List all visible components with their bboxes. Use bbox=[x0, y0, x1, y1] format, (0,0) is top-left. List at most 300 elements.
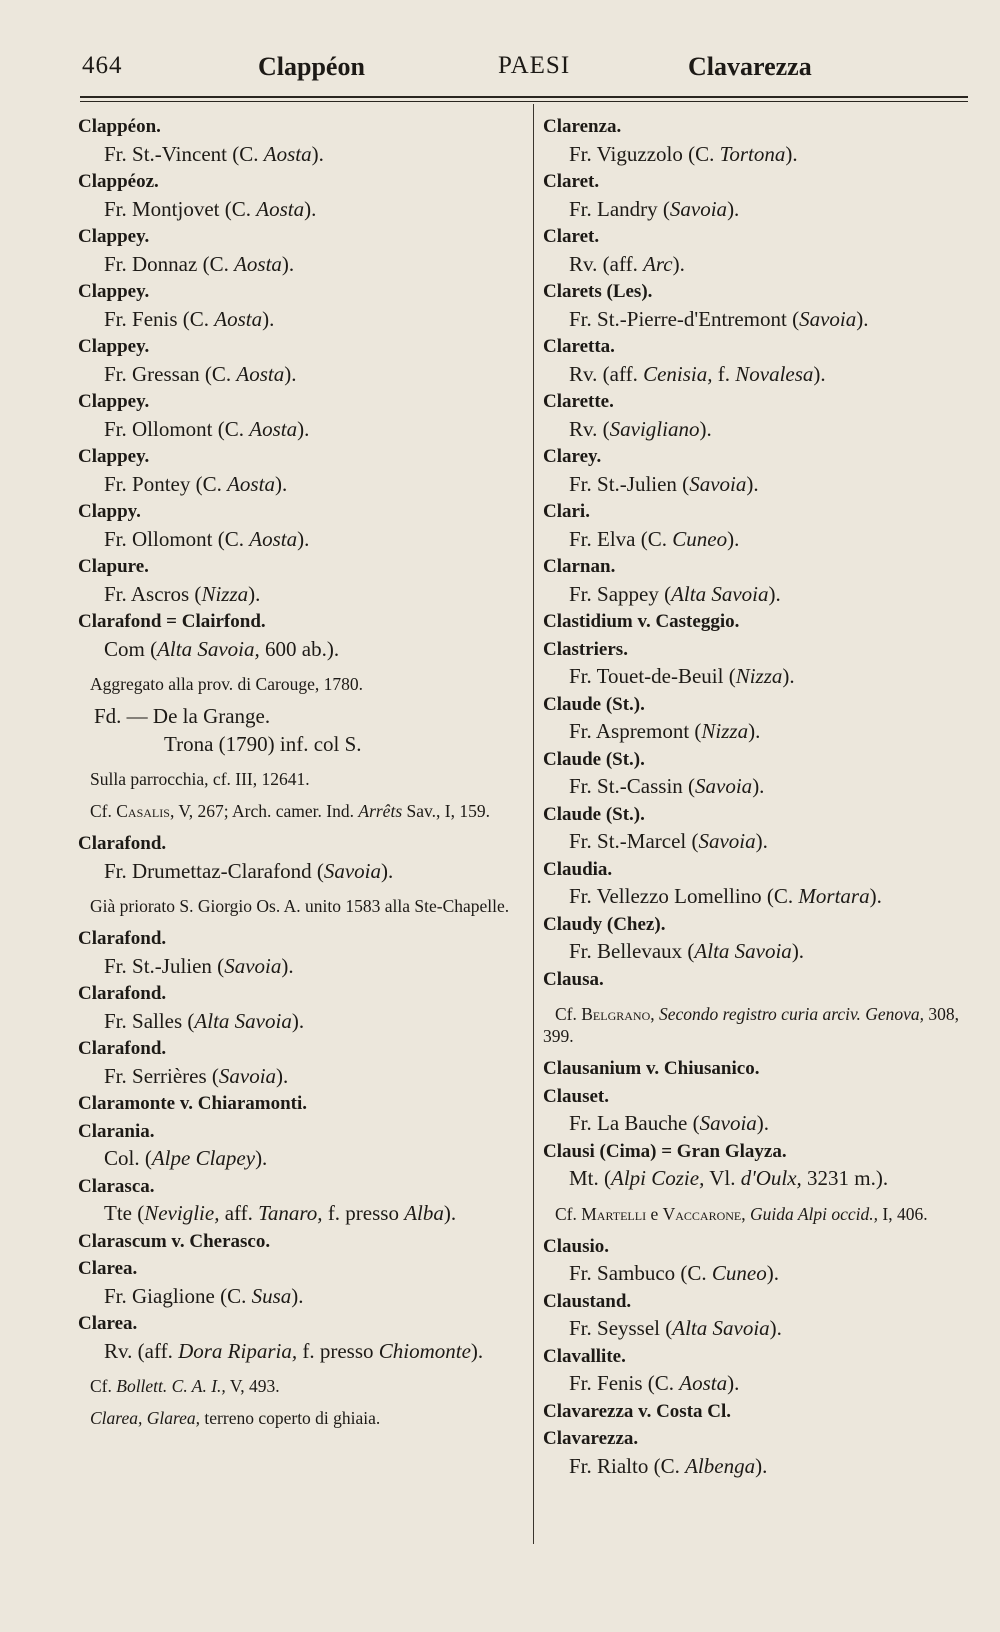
text-fragment: Alba bbox=[404, 1201, 444, 1225]
text-fragment: Fr. Gressan (C. bbox=[104, 361, 237, 386]
entry-headword: Clappey. bbox=[78, 446, 150, 467]
dictionary-entry bbox=[78, 498, 518, 553]
text-fragment: Fr. Pontey (C. bbox=[104, 471, 228, 496]
entry-headword: Claude (St.). bbox=[543, 693, 645, 715]
entry-headword: Clarafond. bbox=[78, 928, 167, 949]
dictionary-entry bbox=[78, 223, 518, 278]
text-fragment: ). bbox=[727, 526, 740, 551]
text-fragment: Rv. (aff. bbox=[569, 361, 644, 386]
text-fragment: Alpe Clapey bbox=[151, 1146, 256, 1170]
text-fragment: ). bbox=[297, 526, 310, 551]
entry-definition bbox=[78, 636, 518, 664]
text-fragment: ). bbox=[311, 141, 324, 166]
dictionary-entry bbox=[78, 768, 518, 790]
text-fragment: Vl. bbox=[704, 1166, 741, 1190]
entry-definition bbox=[543, 581, 973, 609]
text-fragment: Col. ( bbox=[104, 1146, 152, 1170]
dictionary-entry bbox=[543, 1138, 973, 1193]
entry-definition bbox=[543, 663, 973, 691]
text-fragment: Secondo registro curia arciv. Genova, bbox=[659, 1004, 925, 1024]
dictionary-entry bbox=[78, 608, 518, 663]
entry-headword: Clavarezza. bbox=[543, 1428, 639, 1449]
text-fragment: Alpi Cozie, bbox=[611, 1166, 705, 1190]
text-fragment: Fr. Salles ( bbox=[104, 1008, 195, 1033]
text-fragment: Aosta bbox=[679, 1371, 728, 1395]
text-fragment: Rv. (aff. bbox=[569, 251, 644, 276]
entry-definition bbox=[78, 141, 518, 169]
text-fragment: Aosta bbox=[227, 471, 275, 496]
dictionary-entry bbox=[78, 1118, 518, 1173]
text-fragment: Arc bbox=[643, 251, 673, 276]
entry-definition bbox=[543, 883, 973, 911]
text-fragment: Savigliano bbox=[609, 416, 700, 441]
text-fragment: ). bbox=[752, 774, 765, 798]
entry-definition bbox=[543, 938, 973, 966]
dictionary-entry bbox=[78, 830, 518, 885]
entry-definition bbox=[78, 1200, 518, 1228]
dictionary-entry bbox=[543, 498, 973, 553]
text-fragment: Savoia bbox=[669, 196, 728, 221]
text-fragment: Fr. La Bauche ( bbox=[569, 1111, 700, 1135]
text-fragment: ). bbox=[756, 1111, 770, 1135]
text-fragment: terreno coperto di ghiaia. bbox=[200, 1408, 381, 1428]
text-fragment: Savoia bbox=[323, 858, 381, 883]
text-fragment: f. presso bbox=[322, 1201, 405, 1225]
entry-definition bbox=[543, 828, 973, 856]
text-fragment: Tortona bbox=[719, 141, 786, 166]
entry-headword: Clarafond = Clairfond. bbox=[78, 611, 266, 632]
text-fragment: ). bbox=[748, 719, 761, 743]
text-fragment: ). bbox=[766, 1261, 779, 1285]
entry-definition bbox=[543, 1315, 973, 1343]
entry-definition bbox=[78, 416, 518, 444]
entry-headword: Clausanium v. Chiusanico. bbox=[543, 1058, 760, 1079]
text-fragment: ). bbox=[274, 471, 288, 496]
text-fragment: Arrêts bbox=[358, 801, 403, 821]
entry-definition bbox=[78, 251, 518, 279]
entry-headword: Clavarezza v. Costa Cl. bbox=[543, 1400, 732, 1422]
text-fragment: aff. bbox=[219, 1201, 259, 1225]
text-fragment: ). bbox=[699, 416, 712, 441]
dictionary-entry bbox=[543, 636, 973, 691]
header-rule-thin bbox=[80, 101, 968, 102]
entry-note: Sulla parrocchia, cf. III, 12641. bbox=[90, 769, 310, 789]
dictionary-entry bbox=[543, 333, 973, 388]
text-fragment: Aosta bbox=[234, 251, 282, 276]
text-fragment: Savoia bbox=[689, 471, 747, 496]
text-fragment: f. presso bbox=[297, 1338, 379, 1363]
text-fragment: ). bbox=[785, 141, 798, 166]
text-fragment: ). bbox=[297, 416, 310, 441]
text-fragment: Nizza bbox=[701, 719, 749, 743]
dictionary-entry bbox=[78, 673, 518, 695]
text-fragment: Nizza bbox=[735, 664, 783, 688]
text-fragment: f. bbox=[712, 361, 736, 386]
text-fragment: Fr. Viguzzolo (C. bbox=[569, 141, 720, 166]
text-fragment: ). bbox=[869, 884, 882, 908]
text-fragment: Albenga bbox=[685, 1453, 756, 1478]
text-fragment: ). bbox=[281, 251, 295, 276]
entry-headword: Clausi (Cima) = Gran Glayza. bbox=[543, 1140, 787, 1162]
entry-headword: Clappéoz. bbox=[78, 171, 159, 192]
text-fragment: Fr. Landry ( bbox=[569, 196, 670, 221]
text-fragment: ). bbox=[782, 664, 795, 688]
dictionary-entry bbox=[543, 1425, 973, 1480]
dictionary-entry bbox=[543, 856, 973, 911]
entry-definition bbox=[78, 1338, 518, 1366]
text-fragment: ). bbox=[443, 1201, 457, 1225]
entry-definition bbox=[543, 1370, 973, 1398]
text-fragment: Casalis bbox=[116, 801, 170, 821]
text-fragment: ). bbox=[304, 196, 317, 221]
entry-definition bbox=[543, 251, 973, 279]
entry-citation bbox=[543, 1203, 973, 1225]
dictionary-entry bbox=[78, 388, 518, 443]
text-fragment: Belgrano bbox=[581, 1004, 651, 1024]
entry-headword: Claude (St.). bbox=[543, 803, 645, 825]
entry-headword: Claret. bbox=[543, 171, 600, 192]
dictionary-entry bbox=[543, 168, 973, 223]
dictionary-entry bbox=[78, 278, 518, 333]
dictionary-entry bbox=[543, 1288, 973, 1343]
entry-headword: Clarania. bbox=[78, 1120, 155, 1142]
entry-definition bbox=[543, 141, 973, 169]
text-fragment: 600 ab.). bbox=[259, 636, 340, 661]
text-fragment: Cf. bbox=[555, 1203, 582, 1224]
dictionary-entry bbox=[543, 801, 973, 856]
entry-definition bbox=[543, 306, 973, 334]
text-fragment: d'Oulx, bbox=[740, 1166, 802, 1190]
dictionary-entry bbox=[78, 1407, 518, 1429]
right-column bbox=[543, 113, 973, 1480]
entry-citation bbox=[543, 1003, 973, 1047]
text-fragment: ). bbox=[727, 196, 740, 221]
entry-headword: Clapure. bbox=[78, 556, 149, 577]
entry-headword: Claret. bbox=[543, 226, 600, 247]
dictionary-entry bbox=[78, 703, 518, 758]
entry-headword: Clausa. bbox=[543, 968, 604, 990]
text-fragment: Fr. Ollomont (C. bbox=[104, 416, 250, 441]
text-fragment: ). bbox=[284, 361, 297, 386]
entry-headword: Clarets (Les). bbox=[543, 281, 653, 302]
text-fragment: Sav., I, 159. bbox=[402, 801, 490, 821]
left-column bbox=[78, 113, 518, 1437]
text-fragment: ). bbox=[281, 953, 294, 978]
entry-definition bbox=[78, 1283, 518, 1311]
entry-headword: Clappey. bbox=[78, 226, 150, 247]
entry-definition bbox=[78, 858, 518, 886]
dictionary-entry bbox=[78, 1255, 518, 1310]
text-fragment: Cf. bbox=[90, 801, 117, 821]
entry-definition bbox=[543, 1260, 973, 1288]
text-fragment: Bollett. C. A. I., bbox=[116, 1376, 226, 1396]
text-fragment: , bbox=[650, 1004, 660, 1024]
text-fragment: Vaccarone bbox=[662, 1203, 742, 1224]
text-fragment: Fr. St.-Vincent (C. bbox=[104, 141, 264, 166]
text-fragment: ). bbox=[768, 581, 781, 606]
dictionary-entry bbox=[78, 443, 518, 498]
entry-headword: Clarette. bbox=[543, 391, 614, 412]
entry-headword: Clarey. bbox=[543, 446, 602, 467]
text-fragment: Savoia bbox=[799, 306, 857, 331]
entry-citation bbox=[78, 800, 518, 822]
text-fragment: Alta Savoia bbox=[672, 1316, 770, 1340]
entry-definition bbox=[543, 416, 973, 444]
entry-headword: Clarea. bbox=[78, 1258, 138, 1279]
header-rule bbox=[80, 96, 968, 98]
entry-headword: Clausio. bbox=[543, 1235, 609, 1257]
text-fragment: ). bbox=[276, 1063, 289, 1088]
dictionary-entry bbox=[78, 1375, 518, 1397]
text-fragment: Fr. Sambuco (C. bbox=[569, 1261, 712, 1285]
entry-citation bbox=[78, 1375, 518, 1397]
entry-headword: Clappey. bbox=[78, 336, 150, 357]
entry-headword: Clarafond. bbox=[78, 1038, 167, 1059]
dictionary-entry bbox=[543, 608, 973, 636]
entry-headword: Clarasca. bbox=[78, 1175, 155, 1197]
dictionary-entry bbox=[543, 443, 973, 498]
entry-definition bbox=[543, 773, 973, 801]
text-fragment: Fr. Rialto (C. bbox=[569, 1453, 686, 1478]
dictionary-entry bbox=[78, 895, 518, 917]
entry-headword: Claudia. bbox=[543, 858, 613, 880]
text-fragment: Cf. bbox=[555, 1004, 582, 1024]
dictionary-entry bbox=[543, 388, 973, 443]
text-fragment: Cuneo bbox=[672, 526, 728, 551]
entry-definition bbox=[78, 196, 518, 224]
entry-headword: Clappey. bbox=[78, 391, 150, 412]
text-fragment: Fr. Bellevaux ( bbox=[569, 939, 695, 963]
text-fragment: Fr. Montjovet (C. bbox=[104, 196, 257, 221]
text-fragment: Cf. bbox=[90, 1376, 117, 1396]
text-fragment: Guida Alpi occid., bbox=[750, 1203, 879, 1224]
dictionary-entry bbox=[543, 1343, 973, 1398]
dictionary-entry bbox=[543, 278, 973, 333]
dictionary-entry bbox=[78, 553, 518, 608]
page-number: 464 bbox=[82, 52, 123, 79]
text-fragment: ). bbox=[813, 361, 826, 386]
text-fragment: Cuneo bbox=[711, 1261, 767, 1285]
entry-definition bbox=[543, 471, 973, 499]
entry-note bbox=[78, 1407, 518, 1429]
entry-headword: Clarafond. bbox=[78, 983, 167, 1004]
entry-definition bbox=[543, 718, 973, 746]
text-fragment: 308, 399. bbox=[543, 1004, 960, 1046]
text-fragment: Fr. Ollomont (C. bbox=[104, 526, 250, 551]
text-fragment: ). bbox=[672, 251, 685, 276]
text-fragment: Fr. Donnaz (C. bbox=[104, 251, 235, 276]
text-fragment: I, 406. bbox=[878, 1203, 928, 1224]
entry-definition bbox=[543, 196, 973, 224]
dictionary-entry bbox=[78, 1035, 518, 1090]
entry-headword: Claude (St.). bbox=[543, 748, 645, 770]
running-head-right: Clavarezza bbox=[688, 52, 812, 81]
dictionary-entry bbox=[78, 1173, 518, 1228]
dictionary-entry bbox=[78, 113, 518, 168]
dictionary-entry bbox=[543, 1398, 973, 1426]
dictionary-entry bbox=[543, 1203, 973, 1225]
entry-definition bbox=[78, 471, 518, 499]
text-fragment: Savoia bbox=[698, 829, 756, 853]
text-fragment: Fr. Ascros ( bbox=[104, 581, 202, 606]
text-fragment: Fr. Serrières ( bbox=[104, 1063, 219, 1088]
entry-headword: Claustand. bbox=[543, 1290, 632, 1312]
dictionary-entry bbox=[543, 911, 973, 966]
text-fragment: Fr. St.-Julien ( bbox=[569, 471, 690, 496]
entry-definition bbox=[543, 1165, 973, 1193]
text-fragment: Fr. Sappey ( bbox=[569, 581, 672, 606]
text-fragment: Fr. Vellezzo Lomellino (C. bbox=[569, 884, 799, 908]
dictionary-entry bbox=[78, 1090, 518, 1118]
entry-headword: Clari. bbox=[543, 501, 590, 522]
text-fragment: Neviglie, bbox=[144, 1201, 220, 1225]
text-fragment: Martelli bbox=[581, 1203, 647, 1224]
dictionary-entry bbox=[78, 980, 518, 1035]
dictionary-entry bbox=[543, 966, 973, 994]
text-fragment: Tte ( bbox=[104, 1201, 145, 1225]
dictionary-entry bbox=[78, 925, 518, 980]
text-fragment: ). bbox=[248, 581, 261, 606]
text-fragment: Fr. Aspremont ( bbox=[569, 719, 702, 743]
dictionary-entry bbox=[543, 691, 973, 746]
entry-feudal: Fd. — De la Grange. bbox=[94, 704, 271, 728]
entry-definition bbox=[543, 1453, 973, 1481]
column-divider bbox=[533, 104, 534, 1544]
text-fragment: Aosta bbox=[263, 141, 312, 166]
entry-definition bbox=[78, 953, 518, 981]
entry-note: Già priorato S. Giorgio Os. A. unito 1583 alla Ste-Chapelle. bbox=[90, 896, 510, 916]
dictionary-entry bbox=[543, 1233, 973, 1288]
entry-headword: Clarea. bbox=[78, 1313, 138, 1334]
text-fragment: Fr. St.-Pierre-d'Entremont ( bbox=[569, 306, 800, 331]
dictionary-entry bbox=[543, 1055, 973, 1083]
entry-headword: Clarascum v. Cherasco. bbox=[78, 1230, 271, 1252]
entry-definition bbox=[78, 1063, 518, 1091]
entry-definition bbox=[78, 526, 518, 554]
text-fragment: Savoia bbox=[699, 1111, 757, 1135]
entry-headword: Clappey. bbox=[78, 281, 150, 302]
entry-headword: Claramonte v. Chiaramonti. bbox=[78, 1093, 308, 1114]
entry-definition bbox=[543, 361, 973, 389]
text-fragment: Mortara bbox=[798, 884, 870, 908]
text-fragment: Aosta bbox=[249, 526, 298, 551]
entry-definition bbox=[78, 581, 518, 609]
entry-headword: Clastriers. bbox=[543, 638, 628, 660]
text-fragment: ). bbox=[746, 471, 759, 496]
text-fragment: Fr. Seyssel ( bbox=[569, 1316, 673, 1340]
dictionary-entry bbox=[543, 1003, 973, 1047]
dictionary-entry bbox=[543, 1083, 973, 1138]
entry-headword: Clappéon. bbox=[78, 116, 161, 137]
entry-headword: Clarenza. bbox=[543, 116, 622, 137]
entry-headword: Clastidium v. Casteggio. bbox=[543, 611, 740, 632]
dictionary-entry bbox=[543, 746, 973, 801]
text-fragment: Fr. St.-Julien ( bbox=[104, 953, 225, 978]
text-fragment: Aosta bbox=[249, 416, 298, 441]
text-fragment: Fr. Drumettaz-Clarafond ( bbox=[104, 858, 324, 883]
text-fragment: Savoia bbox=[218, 1063, 277, 1088]
entry-definition bbox=[543, 526, 973, 554]
text-fragment: Mt. ( bbox=[569, 1166, 611, 1190]
text-fragment: Alta Savoia bbox=[194, 1008, 292, 1033]
entry-headword: Claudy (Chez). bbox=[543, 913, 666, 935]
text-fragment: Clarea, Glarea, bbox=[90, 1408, 201, 1428]
text-fragment: ). bbox=[262, 306, 275, 331]
text-fragment: Alta Savoia, bbox=[157, 636, 260, 661]
entry-definition bbox=[78, 1008, 518, 1036]
entry-headword: Clappy. bbox=[78, 501, 141, 522]
text-fragment: Susa bbox=[251, 1283, 292, 1308]
text-fragment: Chiomonte bbox=[378, 1338, 471, 1363]
text-fragment: Cenisia, bbox=[643, 361, 713, 386]
text-fragment: ). bbox=[769, 1316, 782, 1340]
text-fragment: , bbox=[741, 1203, 751, 1224]
text-fragment: Fr. St.-Marcel ( bbox=[569, 829, 699, 853]
entry-headword: Clarnan. bbox=[543, 556, 616, 577]
running-head-section: PAESI bbox=[498, 52, 571, 79]
entry-definition bbox=[543, 1110, 973, 1138]
text-fragment: Savoia bbox=[695, 774, 753, 798]
text-fragment: Fr. Giaglione (C. bbox=[104, 1283, 252, 1308]
text-fragment: e bbox=[646, 1203, 663, 1224]
entry-definition bbox=[78, 1145, 518, 1173]
text-fragment: ). bbox=[255, 1146, 268, 1170]
dictionary-entry bbox=[543, 223, 973, 278]
dictionary-entry bbox=[78, 1310, 518, 1365]
text-fragment: Novalesa bbox=[735, 361, 814, 386]
entry-definition bbox=[78, 306, 518, 334]
text-fragment: ). bbox=[791, 939, 805, 963]
text-fragment: 3231 m.). bbox=[801, 1166, 889, 1190]
text-fragment: Alta Savoia bbox=[694, 939, 792, 963]
entry-feudal-detail: Trona (1790) inf. col S. bbox=[164, 731, 362, 756]
running-head-left: Clappéon bbox=[258, 52, 365, 81]
text-fragment: Savoia bbox=[224, 953, 282, 978]
text-fragment: Fr. Touet-de-Beuil ( bbox=[569, 664, 736, 688]
text-fragment: V, 493. bbox=[225, 1376, 280, 1396]
text-fragment: Fr. St.-Cassin ( bbox=[569, 774, 696, 798]
text-fragment: Nizza bbox=[201, 581, 249, 606]
entry-headword: Clavallite. bbox=[543, 1345, 626, 1367]
text-fragment: ). bbox=[291, 1283, 304, 1308]
text-fragment: Tanaro, bbox=[258, 1201, 323, 1225]
dictionary-entry bbox=[78, 168, 518, 223]
dictionary-entry bbox=[78, 800, 518, 822]
text-fragment: ). bbox=[755, 829, 768, 853]
dictionary-entry bbox=[78, 333, 518, 388]
text-fragment: Aosta bbox=[236, 361, 285, 386]
text-fragment: ). bbox=[727, 1371, 740, 1395]
text-fragment: Aosta bbox=[214, 306, 263, 331]
text-fragment: ). bbox=[856, 306, 869, 331]
dictionary-entry bbox=[543, 553, 973, 608]
entry-headword: Clarafond. bbox=[78, 833, 167, 854]
text-fragment: , V, 267; Arch. camer. Ind. bbox=[169, 801, 359, 821]
text-fragment: ). bbox=[470, 1338, 484, 1363]
text-fragment: ). bbox=[381, 858, 394, 883]
text-fragment: ). bbox=[755, 1453, 768, 1478]
text-fragment: Rv. (aff. bbox=[104, 1338, 179, 1363]
dictionary-entry bbox=[543, 113, 973, 168]
entry-definition bbox=[78, 361, 518, 389]
entry-headword: Claretta. bbox=[543, 336, 615, 357]
text-fragment: Rv. ( bbox=[569, 416, 610, 441]
text-fragment: Dora Riparia, bbox=[178, 1338, 298, 1363]
text-fragment: Alta Savoia bbox=[671, 581, 769, 606]
entry-headword: Clauset. bbox=[543, 1085, 609, 1107]
text-fragment: ). bbox=[291, 1008, 305, 1033]
dictionary-entry bbox=[78, 1228, 518, 1256]
